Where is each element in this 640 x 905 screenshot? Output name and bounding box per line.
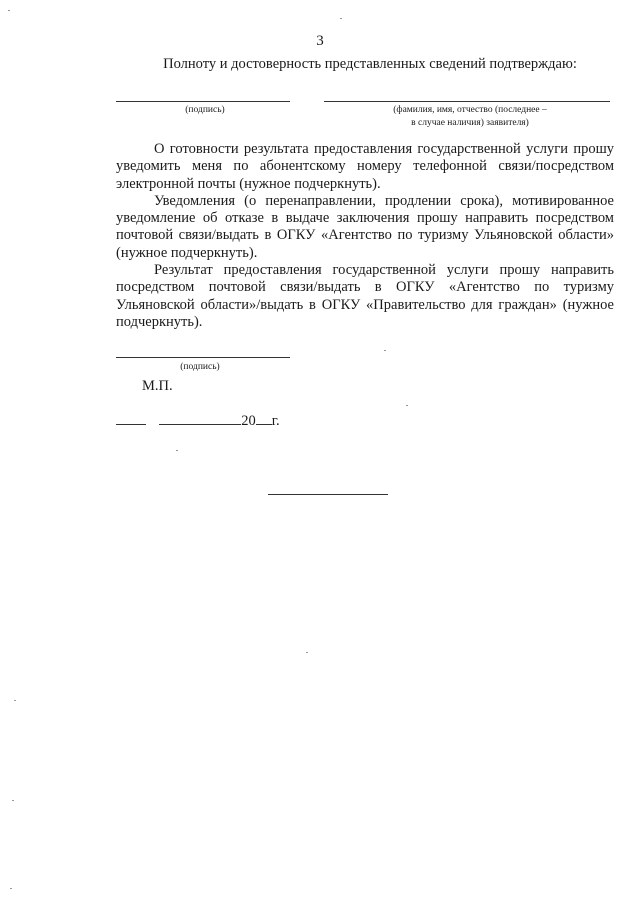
year-suffix: г. — [271, 413, 280, 429]
full-name-caption-line1: (фамилия, имя, отчество (последнее – — [393, 105, 547, 115]
scan-speck — [12, 800, 14, 801]
paragraph-readiness-notification: О готовности результата предоставления государственной услуги прошу уведомить меня по абонентскому номеру телефонной связи/посредством электронной почты (нужное подчеркнуть). — [116, 141, 614, 192]
signature-line-bottom — [116, 357, 290, 358]
signature-caption: (подпись) — [185, 105, 225, 115]
confirmation-statement: Полноту и достоверность представленных сведений подтверждаю: — [163, 56, 577, 72]
signature-line — [116, 101, 290, 102]
full-name-caption-line2: в случае наличия) заявителя) — [411, 118, 529, 128]
paragraph-result-delivery: Результат предоставления государственной услуги прошу направить посредством почтовой связи/выдать в ОГКУ «Агентство по туризму Ульяновской области»/выдать в ОГКУ «Правительство для граждан» (нужное подчеркнуть). — [116, 262, 614, 330]
month-blank — [159, 411, 241, 425]
scan-speck — [406, 405, 408, 406]
year-blank — [256, 411, 272, 425]
scan-speck — [340, 18, 342, 19]
stamp-place-label: М.П. — [142, 378, 173, 394]
year-prefix: 20 — [241, 413, 256, 429]
page-number: 3 — [316, 33, 324, 49]
body-text — [116, 141, 614, 331]
full-name-line — [324, 101, 610, 102]
signature-caption-bottom: (подпись) — [180, 362, 220, 372]
scan-speck — [10, 888, 12, 889]
scan-speck — [306, 652, 308, 653]
day-blank — [116, 411, 146, 425]
date-row — [116, 411, 280, 430]
scan-speck — [14, 700, 16, 701]
scan-speck — [384, 350, 386, 351]
scan-speck — [8, 10, 10, 11]
scan-speck — [176, 450, 178, 451]
end-separator-line — [268, 494, 388, 495]
paragraph-notifications-delivery: Уведомления (о перенаправлении, продлении срока), мотивированное уведомление об отказе в выдаче заключения прошу направить посредством почтовой связи/выдать в ОГКУ «Агентство по туризму Ульяновской области» (нужное подчеркнуть). — [116, 192, 614, 261]
